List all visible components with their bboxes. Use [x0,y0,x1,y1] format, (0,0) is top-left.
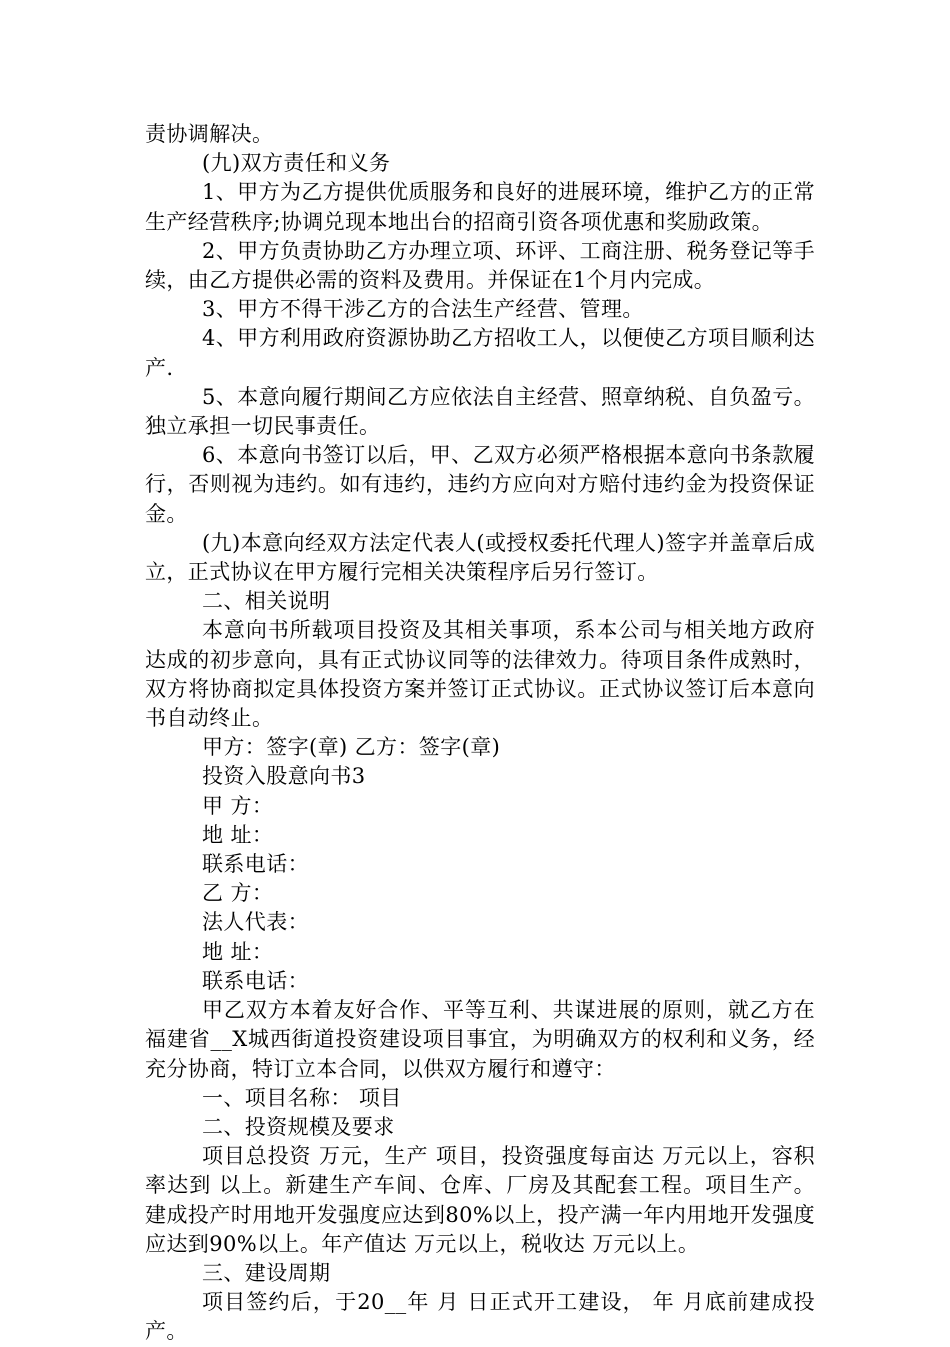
paragraph: 项目总投资 万元，生产 项目，投资强度每亩达 万元以上，容积率达到 以上。新建生产车间、仓库、厂房及其配套工程。项目生产。建成投产时用地开发强度应达到80%以上，投产满一年内用地开发强度应达到90%以上。年产值达 万元以上，税收达 万元以上。 [145,1144,815,1256]
section-heading: 一、项目名称： 项目 [202,1085,402,1110]
phone-field: 联系电话： [202,968,309,993]
paragraph: 甲乙双方本着友好合作、平等互利、共谋进展的原则，就乙方在福建省__X城西街道投资建设项目事宜，为明确双方的权利和义务，经充分协商，特订立本合同，以供双方履行和遵守： [145,998,815,1081]
paragraph: 4、甲方利用政府资源协助乙方招收工人，以便使乙方项目顺利达产. [145,326,815,380]
signature-line: 甲方：签字(章) 乙方：签字(章) [202,735,501,760]
section-heading: (九)双方责任和义务 [202,151,391,176]
paragraph: 5、本意向履行期间乙方应依法自主经营、照章纳税、自负盈亏。独立承担一切民事责任。 [145,384,815,439]
paragraph: 1、甲方为乙方提供优质服务和良好的进展环境，维护乙方的正常生产经营秩序;协调兑现本地出台的招商引资各项优惠和奖励政策。 [145,180,815,234]
legal-rep-field: 法人代表： [202,910,309,935]
phone-field: 联系电话： [202,852,309,877]
paragraph: 2、甲方负责协助乙方办理立项、环评、工商注册、税务登记等手续，由乙方提供必需的资料及费用。并保证在1个月内完成。 [145,238,815,293]
address-field: 地 址： [202,939,274,964]
party-a-field: 甲 方： [202,793,274,818]
paragraph: 本意向书所载项目投资及其相关事项，系本公司与相关地方政府达成的初步意向，具有正式协议同等的法律效力。待项目条件成熟时，双方将协商拟定具体投资方案并签订正式协议。正式协议签订后本意向书自动终止。 [145,618,815,731]
document-title: 投资入股意向书3 [202,764,366,789]
paragraph: 责协调解决。 [145,122,274,146]
paragraph: (九)本意向经双方法定代表人(或授权委托代理人)签字并盖章后成立，正式协议在甲方履行完相关决策程序后另行签订。 [145,530,815,585]
address-field: 地 址： [202,822,274,847]
section-heading: 二、投资规模及要求 [202,1114,395,1139]
section-heading: 三、建设周期 [202,1260,331,1285]
paragraph: 项目签约后，于20__年 月 日正式开工建设， 年 月底前建成投产。 [145,1290,815,1344]
document-body [145,120,815,1347]
paragraph: 3、甲方不得干涉乙方的合法生产经营、管理。 [202,297,644,322]
party-b-field: 乙 方： [202,881,274,906]
section-heading: 二、相关说明 [202,589,331,614]
paragraph: 6、本意向书签订以后，甲、乙双方必须严格根据本意向书条款履行，否则视为违约。如有违约，违约方应向对方赔付违约金为投资保证金。 [145,443,815,526]
